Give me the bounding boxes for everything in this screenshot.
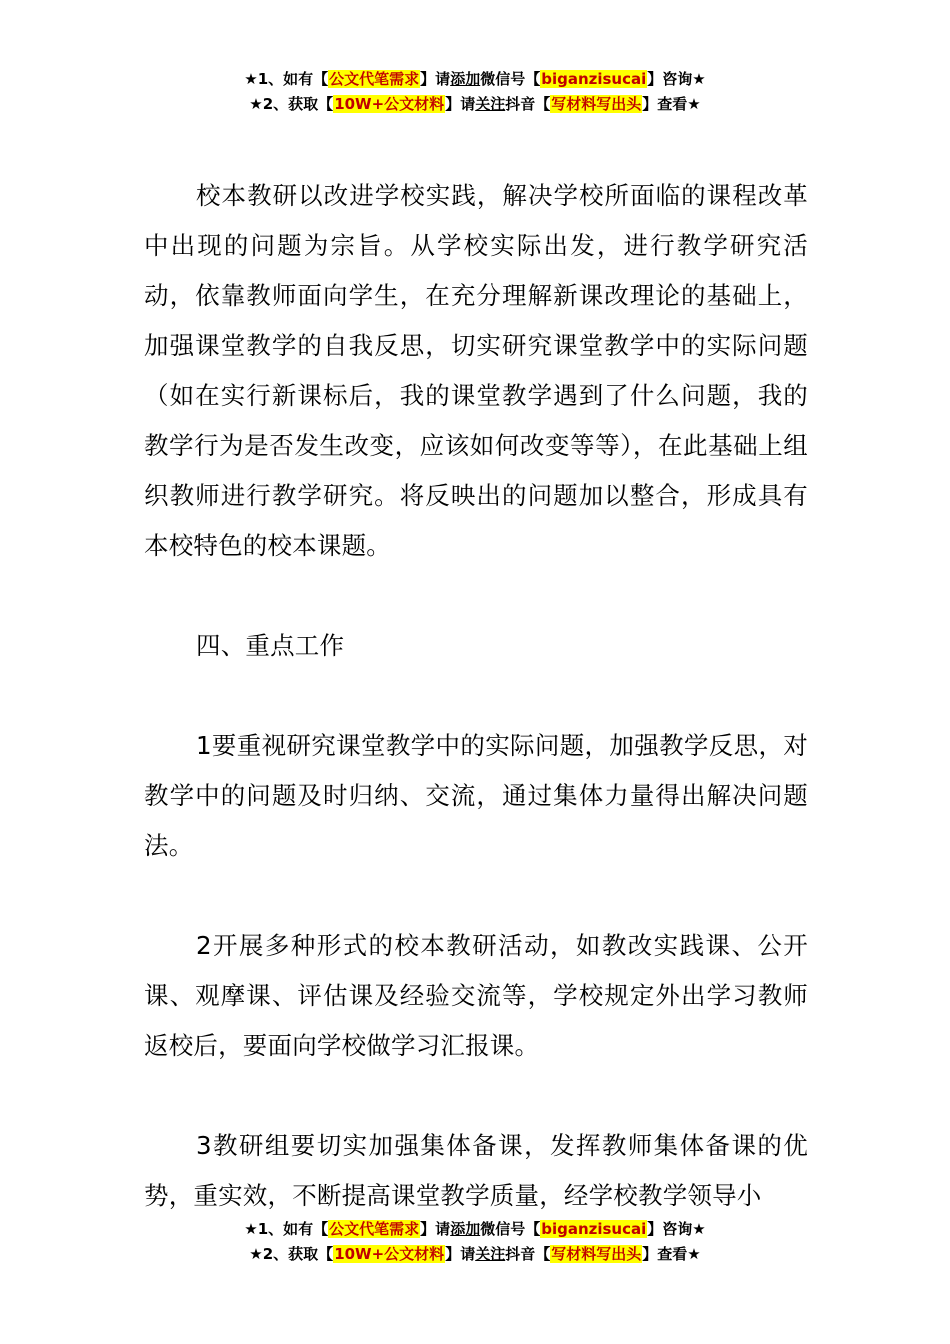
banner-line-2 — [0, 1242, 950, 1267]
banner-text: 】请 — [420, 1220, 451, 1238]
banner-text: ★1、如有【 — [244, 70, 329, 88]
document-body — [144, 171, 808, 1221]
banner-text: 】请 — [420, 70, 451, 88]
banner-text: ★2、获取【 — [249, 1245, 334, 1263]
banner-text: ★2、获取【 — [249, 95, 334, 113]
banner-text: 】请 — [445, 95, 476, 113]
banner-text: 微信号【 — [480, 70, 541, 88]
list-item-1: 1要重视研究课堂教学中的实际问题，加强教学反思，对教学中的问题及时归纳、交流，通过集体力量得出解决问题法。 — [144, 731, 808, 860]
banner-text: 】咨询★ — [647, 70, 706, 88]
paragraph-intro: 校本教研以改进学校实践，解决学校所面临的课程改革中出现的问题为宗旨。从学校实际出发，进行教学研究活动，依靠教师面向学生，在充分理解新课改理论的基础上，加强课堂教学的自我反思，切实研究课堂教学中的实际问题（如在实行新课标后，我的课堂教学遇到了什么问题，我的教学行为是否发生改变，应该如何改变等等），在此基础上组织教师进行教学研究。将反映出的问题加以整合，形成具有本校特色的校本课题。 — [144, 181, 808, 560]
banner-text: 】请 — [445, 1245, 476, 1263]
banner-text: 抖音【 — [505, 1245, 551, 1263]
banner-underlined-text: 关注 — [475, 1245, 506, 1263]
banner-line-1 — [0, 67, 950, 92]
banner-highlight: 公文代笔需求 — [329, 1220, 420, 1238]
footer-banner — [0, 1217, 950, 1267]
banner-highlight: 10W+公文材料 — [334, 1245, 445, 1263]
banner-underlined-text: 添加 — [450, 1220, 481, 1238]
header-banner — [0, 67, 950, 117]
list-item-2: 2开展多种形式的校本教研活动，如教改实践课、公开课、观摩课、评估课及经验交流等，学校规定外出学习教师返校后，要面向学校做学习汇报课。 — [144, 931, 808, 1060]
banner-line-2 — [0, 92, 950, 117]
banner-text: 】查看★ — [642, 1245, 701, 1263]
section-heading: 四、重点工作 — [196, 631, 345, 660]
banner-text: 抖音【 — [505, 95, 551, 113]
banner-line-1 — [0, 1217, 950, 1242]
banner-underlined-text: 添加 — [450, 70, 481, 88]
banner-text: ★1、如有【 — [244, 1220, 329, 1238]
banner-wechat-id: biganzisucai — [541, 70, 647, 88]
banner-douyin-id: 写材料写出头 — [551, 95, 642, 113]
banner-douyin-id: 写材料写出头 — [551, 1245, 642, 1263]
banner-wechat-id: biganzisucai — [541, 1220, 647, 1238]
banner-text: 】咨询★ — [647, 1220, 706, 1238]
banner-text: 】查看★ — [642, 95, 701, 113]
banner-underlined-text: 关注 — [475, 95, 506, 113]
list-item-3: 3教研组要切实加强集体备课，发挥教师集体备课的优势，重实效，不断提高课堂教学质量，经学校教学领导小 — [144, 1131, 808, 1210]
banner-highlight: 10W+公文材料 — [334, 95, 445, 113]
banner-text: 微信号【 — [480, 1220, 541, 1238]
banner-highlight: 公文代笔需求 — [329, 70, 420, 88]
